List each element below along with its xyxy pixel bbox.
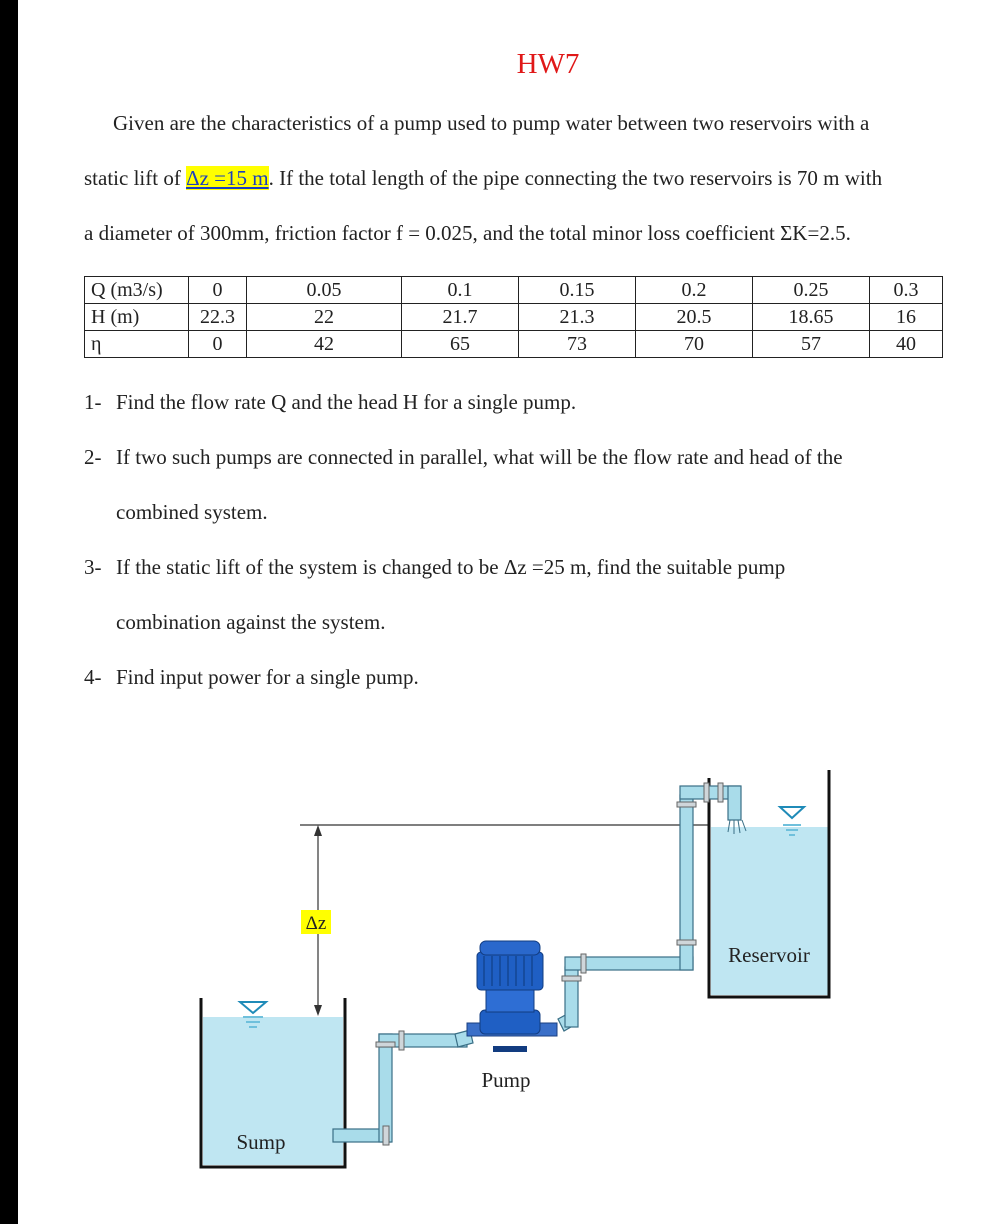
reservoir-water (711, 827, 829, 995)
question-number: 3- (84, 555, 102, 579)
table-row (85, 304, 943, 331)
table-cell: 57 (753, 331, 870, 358)
table-row-header: η (85, 331, 189, 358)
document-page (18, 0, 1006, 1224)
dz-arrow-down-icon (314, 1005, 322, 1016)
question-text: combination against the system. (116, 610, 386, 634)
question-text: combined system. (116, 500, 268, 524)
static-lift-highlight: Δz =15 m (186, 166, 269, 190)
table-cell: 0 (189, 331, 247, 358)
sump-label: Sump (236, 1130, 286, 1154)
pump-system-diagram (18, 740, 1006, 1224)
table-cell: 21.7 (402, 304, 519, 331)
question-3-line-2 (116, 610, 385, 635)
table-cell: 20.5 (636, 304, 753, 331)
pump-characteristics-table (84, 276, 943, 358)
sump-water-level-icon (240, 1002, 266, 1013)
question-text: Find the flow rate Q and the head H for a single pump. (116, 390, 577, 414)
question-2-line-2 (116, 500, 268, 525)
question-text: If two such pumps are connected in parallel, what will be the flow rate and head of the (116, 445, 843, 469)
table-cell: 73 (519, 331, 636, 358)
question-number: 2- (84, 445, 102, 469)
table-cell: 0.05 (247, 277, 402, 304)
table-cell: 70 (636, 331, 753, 358)
table-row (85, 277, 943, 304)
question-number: 4- (84, 665, 102, 689)
table-cell: 21.3 (519, 304, 636, 331)
question-2-line-1 (84, 445, 843, 470)
dz-label: Δz (305, 913, 327, 934)
table-cell: 16 (870, 304, 943, 331)
dz-arrow-up-icon (314, 825, 322, 836)
question-3-line-1 (84, 555, 785, 580)
question-text: Find input power for a single pump. (116, 665, 419, 689)
table-cell: 22.3 (189, 304, 247, 331)
question-4-line-1 (84, 665, 419, 690)
reservoir-label: Reservoir (728, 943, 810, 967)
table-row-header: H (m) (85, 304, 189, 331)
table-cell: 0.2 (636, 277, 753, 304)
table-cell: 65 (402, 331, 519, 358)
table-cell: 0.15 (519, 277, 636, 304)
table-cell: 0.3 (870, 277, 943, 304)
problem-line-1: Given are the characteristics of a pump used to pump water between two reservoirs with a (113, 111, 870, 135)
table-cell: 22 (247, 304, 402, 331)
reservoir-water-level-icon (780, 807, 804, 818)
table-cell: 40 (870, 331, 943, 358)
page-title: HW7 (516, 48, 580, 80)
problem-line-3: a diameter of 300mm, friction factor f = 0.025, and the total minor loss coefficient ΣK=2.5. (84, 221, 851, 245)
table-cell: 18.65 (753, 304, 870, 331)
table-row (85, 331, 943, 358)
pump-icon (467, 941, 557, 1052)
table-cell: 42 (247, 331, 402, 358)
table-row-header: Q (m3/s) (85, 277, 189, 304)
table-cell: 0.1 (402, 277, 519, 304)
problem-line-2: static lift of Δz =15 m. If the total length of the pipe connecting the two reservoirs is 70 m with (84, 166, 883, 190)
table-cell: 0 (189, 277, 247, 304)
table-cell: 0.25 (753, 277, 870, 304)
pump-label: Pump (481, 1068, 531, 1092)
question-1-line-1 (84, 390, 576, 415)
question-text: If the static lift of the system is changed to be Δz =25 m, find the suitable pump (116, 555, 786, 579)
question-number: 1- (84, 390, 102, 414)
